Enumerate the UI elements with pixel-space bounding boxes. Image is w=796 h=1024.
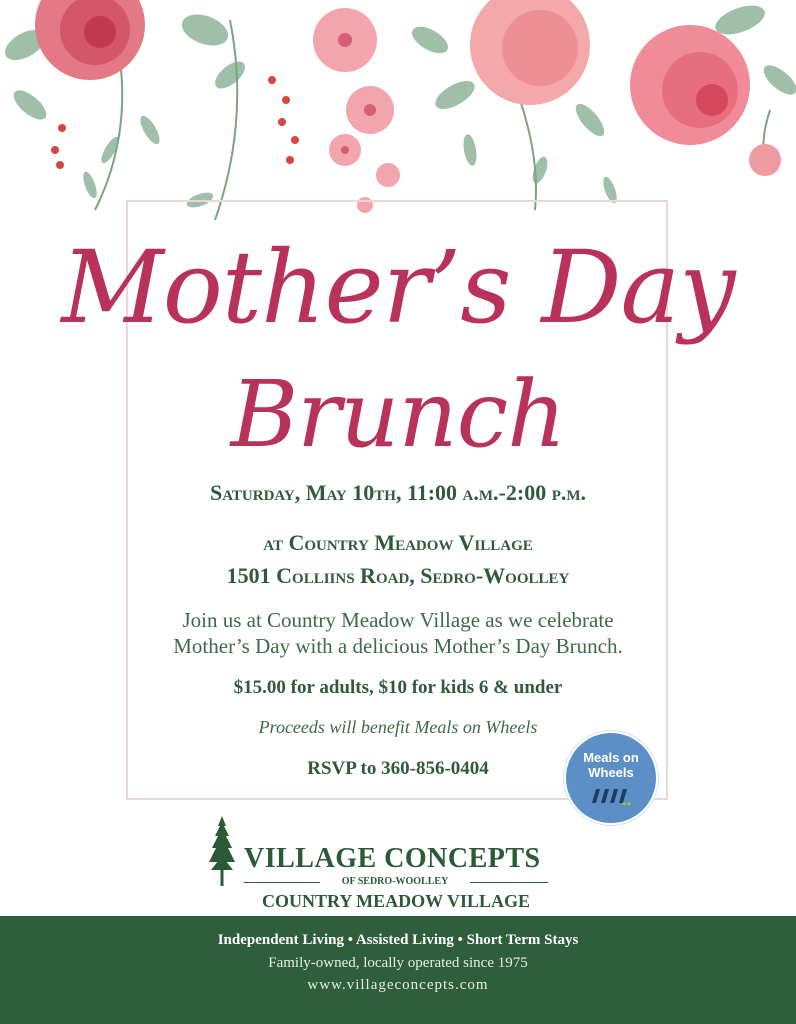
logo-name: VILLAGE CONCEPTS <box>244 843 541 874</box>
title-line-2: Brunch <box>230 361 566 468</box>
footer-band <box>0 916 796 1024</box>
pine-tree-icon <box>206 816 238 886</box>
price-info: $15.00 for adults, $10 for kids 6 & under <box>233 677 563 698</box>
rsvp-phone: RSVP to 360-856-0404 <box>307 758 489 779</box>
floral-header-illustration <box>0 0 796 230</box>
badge-line-2: Wheels <box>588 765 634 780</box>
badge-line-1: Meals on <box>583 750 639 765</box>
wheels-mark-icon <box>588 785 634 805</box>
meals-on-wheels-badge <box>566 733 656 823</box>
footer-website-link[interactable]: www.villageconcepts.com <box>307 977 489 993</box>
proceeds-note: Proceeds will benefit Meals on Wheels <box>258 717 538 737</box>
logo-community: COUNTRY MEADOW VILLAGE <box>261 891 531 911</box>
meals-on-wheels-text <box>566 750 656 780</box>
event-date: Saturday, May 10th, 11:00 a.m.-2:00 p.m. <box>209 480 587 505</box>
footer-services: Independent Living • Assisted Living • Short Term Stays <box>217 932 579 948</box>
logo-subtitle: OF SEDRO-WOOLLEY <box>320 876 470 887</box>
description-line-2: Mother’s Day with a delicious Mother’s Day Brunch. <box>173 634 623 658</box>
description-line-1: Join us at Country Meadow Village as we celebrate <box>182 608 614 632</box>
footer-tagline: Family-owned, locally operated since 1975 <box>268 955 528 971</box>
event-address: 1501 Colliins Road, Sedro-Woolley <box>226 563 570 588</box>
event-venue: at Country Meadow Village <box>263 530 533 555</box>
title-line-1: Mother’s Day <box>61 229 735 346</box>
